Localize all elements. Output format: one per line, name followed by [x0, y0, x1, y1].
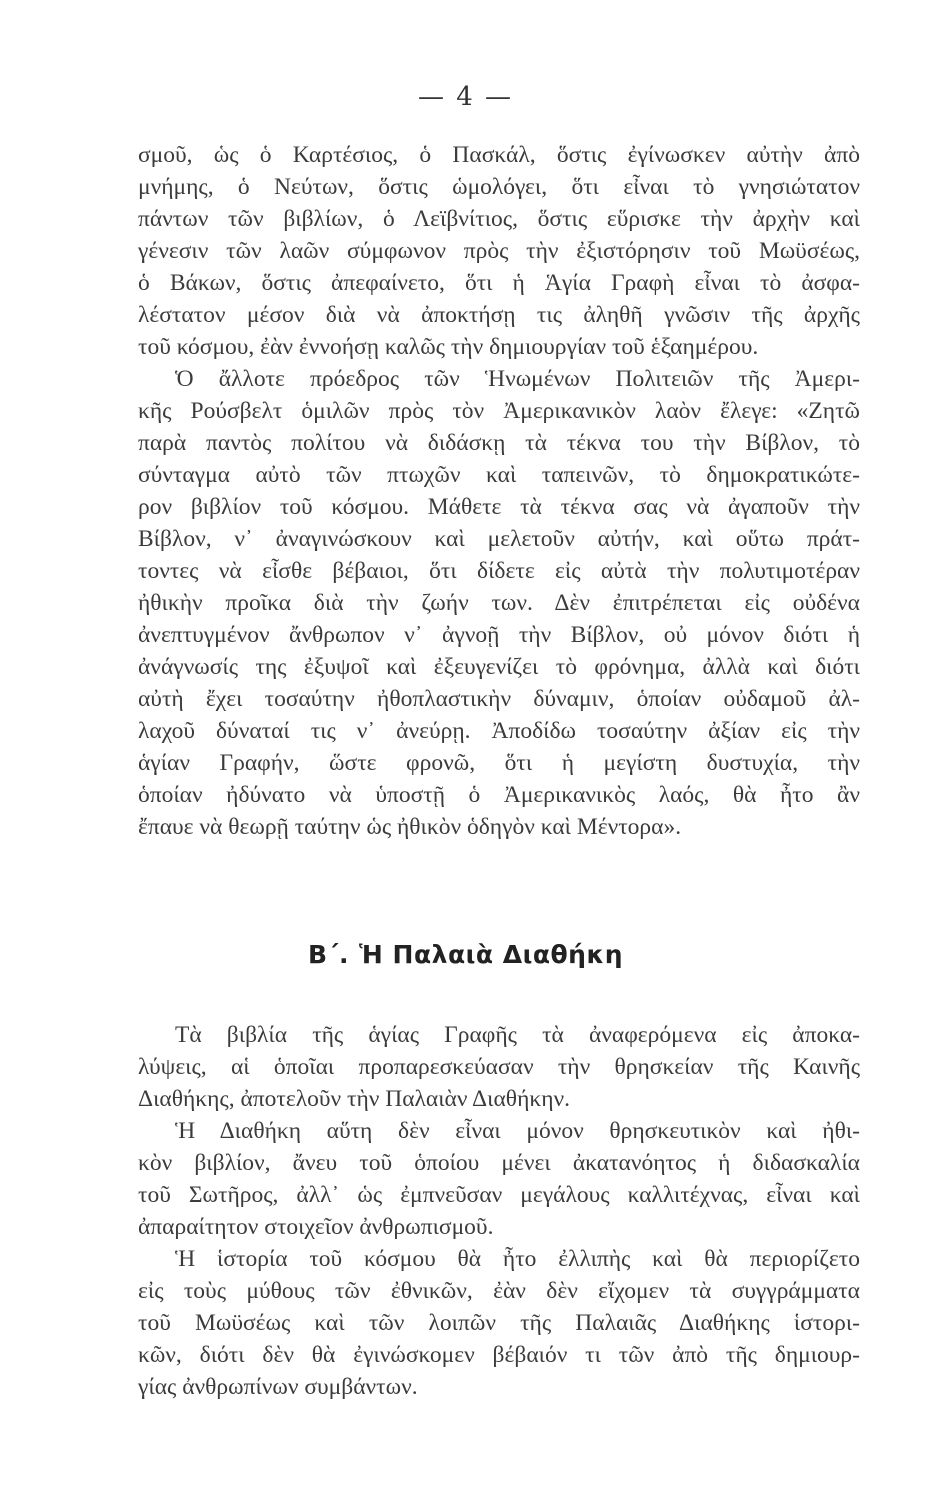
text-line: εἰς τοὺς μύθους τῶν ἐθνικῶν, ἐὰν δὲν εἴχομεν τὰ συγγράμματα [138, 1278, 860, 1304]
text-line: σύνταγμα αὐτὸ τῶν πτωχῶν καὶ ταπεινῶν, τὸ δημοκρατικώτε- [138, 462, 860, 488]
text-line: ἀνάγνωσίς της ἐξυψοῖ καὶ ἐξευγενίζει τὸ φρόνημα, ἀλλὰ καὶ διότι [138, 654, 860, 680]
text-line: γένεσιν τῶν λαῶν σύμφωνον πρὸς τὴν ἐξιστόρησιν τοῦ Μωϋσέως, [138, 238, 860, 264]
text-line: πάντων τῶν βιβλίων, ὁ Λεϊβνίτιος, ὅστις εὕρισκε τὴν ἀρχὴν καὶ [138, 206, 860, 232]
section-title: Ἡ Παλαιὰ Διαθήκη [359, 940, 624, 969]
text-line: τοντες νὰ εἶσθε βέβαιοι, ὅτι δίδετε εἰς αὐτὰ τὴν πολυτιμοτέραν [138, 558, 860, 584]
text-line: σμοῦ, ὡς ὁ Καρτέσιος, ὁ Πασκάλ, ὅστις ἐγίνωσκεν αὐτὴν ἀπὸ [138, 142, 860, 168]
text-line: αὐτὴ ἔχει τοσαύτην ἠθοπλαστικὴν δύναμιν, ὁποίαν οὐδαμοῦ ἀλ- [138, 686, 860, 712]
text-line: Τὰ βιβλία τῆς ἁγίας Γραφῆς τὰ ἀναφερόμενα εἰς ἀποκα- [175, 1022, 860, 1048]
text-line: τοῦ Σωτῆρος, ἀλλ᾽ ὡς ἐμπνεῦσαν μεγάλους καλλιτέχνας, εἶναι καὶ [138, 1182, 860, 1208]
text-line: κῶν, διότι δὲν θὰ ἐγινώσκομεν βέβαιόν τι τῶν ἀπὸ τῆς δημιουρ- [138, 1342, 860, 1368]
text-line: τοῦ κόσμου, ἐὰν ἐννοήσῃ καλῶς τὴν δημιουργίαν τοῦ ἑξαημέρου. [138, 334, 759, 360]
text-line: τοῦ Μωϋσέως καὶ τῶν λοιπῶν τῆς Παλαιᾶς Διαθήκης ἱστορι- [138, 1310, 860, 1336]
text-line: Ἡ ἱστορία τοῦ κόσμου θὰ ἦτο ἐλλιπὴς καὶ θὰ περιορίζετο [175, 1246, 860, 1272]
text-line: ἀνεπτυγμένον ἄνθρωπον ν᾽ ἀγνοῇ τὴν Βίβλον, οὐ μόνον διότι ἡ [138, 622, 860, 648]
text-line: Βίβλον, ν᾽ ἀναγινώσκουν καὶ μελετοῦν αὐτήν, καὶ οὕτω πράτ- [138, 526, 860, 552]
text-line: μνήμης, ὁ Νεύτων, ὅστις ὡμολόγει, ὅτι εἶναι τὸ γνησιώτατον [138, 174, 860, 200]
section-heading [0, 940, 931, 969]
text-line: ἀπαραίτητον στοιχεῖον ἀνθρωπισμοῦ. [138, 1214, 494, 1240]
text-line: ὁποίαν ἠδύνατο νὰ ὑποστῇ ὁ Ἀμερικανικὸς λαός, θὰ ἦτο ἂν [138, 782, 860, 808]
text-line: Ἡ Διαθήκη αὕτη δὲν εἶναι μόνον θρησκευτικὸν καὶ ἠθι- [175, 1118, 860, 1144]
text-line: ὁ Βάκων, ὅστις ἀπεφαίνετο, ὅτι ἡ Ἁγία Γραφὴ εἶναι τὸ ἀσφα- [138, 270, 860, 296]
text-line: Ὁ ἄλλοτε πρόεδρος τῶν Ἡνωμένων Πολιτειῶν τῆς Ἀμερι- [175, 366, 860, 392]
text-line: κῆς Ρούσβελτ ὁμιλῶν πρὸς τὸν Ἀμερικανικὸν λαὸν ἔλεγε: «Ζητῶ [138, 398, 860, 424]
text-line: ρον βιβλίον τοῦ κόσμου. Μάθετε τὰ τέκνα σας νὰ ἀγαποῦν τὴν [138, 494, 860, 520]
section-number: Β΄. [307, 940, 350, 969]
text-line: λαχοῦ δύναταί τις ν᾽ ἀνεύρῃ. Ἀποδίδω τοσαύτην ἀξίαν εἰς τὴν [138, 718, 860, 744]
text-line: Διαθήκης, ἀποτελοῦν τὴν Παλαιὰν Διαθήκην. [138, 1086, 570, 1112]
text-line: κὸν βιβλίον, ἄνευ τοῦ ὁποίου μένει ἀκατανόητος ἡ διδασκαλία [138, 1150, 860, 1176]
text-line: ἔπαυε νὰ θεωρῇ ταύτην ὡς ἠθικὸν ὁδηγὸν καὶ Μέντορα». [138, 814, 682, 840]
text-line: λέστατον μέσον διὰ νὰ ἀποκτήσῃ τις ἀληθῆ γνῶσιν τῆς ἀρχῆς [138, 302, 860, 328]
text-line: γίας ἀνθρωπίνων συμβάντων. [138, 1374, 418, 1400]
text-line: ἠθικὴν προῖκα διὰ τὴν ζωήν των. Δὲν ἐπιτρέπεται εἰς οὐδένα [138, 590, 860, 616]
page-number: — 4 — [417, 82, 514, 112]
text-line: παρὰ παντὸς πολίτου νὰ διδάσκῃ τὰ τέκνα του τὴν Βίβλον, τὸ [138, 430, 860, 456]
text-line: λύψεις, αἱ ὁποῖαι προπαρεσκεύασαν τὴν θρησκείαν τῆς Καινῆς [138, 1054, 860, 1080]
text-line: ἁγίαν Γραφήν, ὥστε φρονῶ, ὅτι ἡ μεγίστη δυστυχία, τὴν [138, 750, 860, 776]
